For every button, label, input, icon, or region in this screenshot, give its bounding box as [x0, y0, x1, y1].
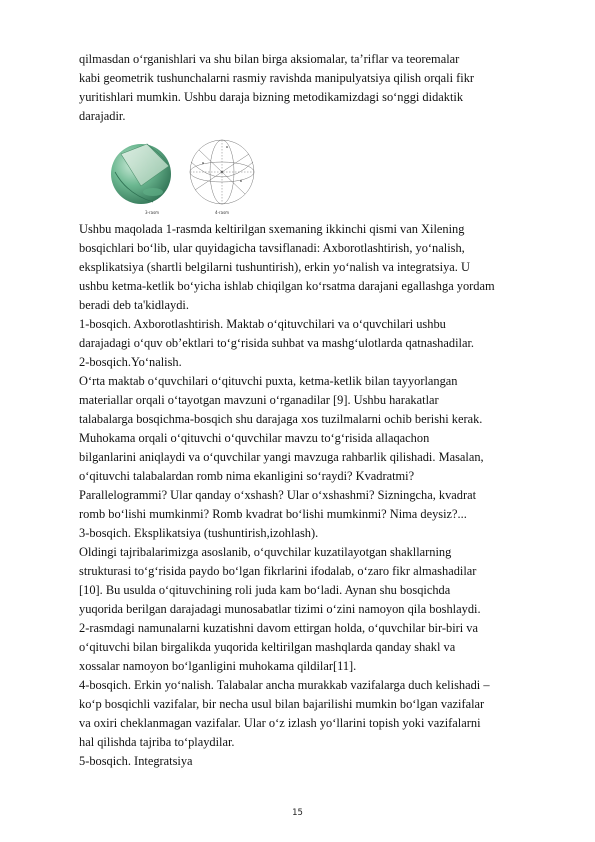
- text-line: ko‘p bosqichli vazifalar, bir necha usul bilan bajarilishi mumkin bo‘lgan vazifalar: [79, 697, 485, 711]
- text-line: o‘qituvchi talabalardan romb nima ekanligini so‘raydi? Kvadratmi?: [79, 469, 415, 483]
- text-line: yuqorida berilgan darajadagi munosabatlar tizimi o‘zini namoyon qila boshlaydi.: [79, 602, 481, 616]
- text-line: 5-bosqich. Integratsiya: [79, 754, 193, 768]
- green-sphere-image: [111, 144, 171, 204]
- text-line: bilganlarini aniqlaydi va o‘quvchilar yangi mavzuga rahbarlik qilishadi. Masalan,: [79, 450, 484, 464]
- text-line: yuritishlari mumkin. Ushbu daraja bizning metodikamizdagi so‘nggi didaktik: [79, 90, 464, 104]
- text-line: Ushbu maqolada 1-rasmda keltirilgan sxemaning ikkinchi qismi van Xilening: [79, 222, 465, 236]
- text-line: Parallelogrammi? Ular qanday o‘xshash? Ular o‘xshashmi? Sizningcha, kvadrat: [79, 488, 477, 502]
- text-line: [10]. Bu usulda o‘qituvchining roli juda kam bo‘ladi. Aynan shu bosqichda: [79, 583, 451, 597]
- text-line: 2-rasmdagi namunalarni kuzatishni davom ettirgan holda, o‘quvchilar bir-biri va: [79, 621, 479, 635]
- text-line: qilmasdan o‘rganishlari va shu bilan birga aksiomalar, ta’riflar va teoremalar: [79, 52, 460, 66]
- text-line: o‘qituvchi bilan birgalikda yuqorida keltirilgan mashqlarda qanday shakl va: [79, 640, 456, 654]
- sphere-figure: [107, 132, 267, 216]
- text-line: talabalarga bosqichma-bosqich shu darajaga xos tuzilmalarni ochib berishi kerak.: [79, 412, 483, 426]
- text-line: materiallar orqali o‘tayotgan mavzuni o‘rganadilar [9]. Ushbu harakatlar: [79, 393, 439, 407]
- text-line: ushbu ketma-ketlik bo‘yicha ishlab chiqilgan ko‘rsatma darajani egallashga yordam: [79, 279, 495, 293]
- text-line: darajadir.: [79, 109, 126, 123]
- text-line: strukturasi to‘g‘risida paydo bo‘lgan fikrlarini ifodalab, o‘zaro fikr almashadilar: [79, 564, 477, 578]
- text-line: Oldingi tajribalarimizga asoslanib, o‘quvchilar kuzatilayotgan shakllarning: [79, 545, 452, 559]
- text-line: darajadagi o‘quv ob’ektlari to‘g‘risida suhbat va mashg‘ulotlarda qatnashadilar.: [79, 336, 474, 350]
- text-line: 2-bosqich.Yo‘nalish.: [79, 355, 182, 369]
- text-line: kabi geometrik tushunchalarni rasmiy ravishda manipulyatsiya qilish orqali fikr: [79, 71, 475, 85]
- text-line: 1-bosqich. Axborotlashtirish. Maktab o‘qituvchilari va o‘quvchilari ushbu: [79, 317, 446, 331]
- text-line: O‘rta maktab o‘quvchilari o‘qituvchi puxta, ketma-ketlik bilan tayyorlangan: [79, 374, 458, 388]
- figure-caption-left: 3-rasm: [145, 210, 160, 215]
- text-line: hal qilishda tajriba to‘playdilar.: [79, 735, 235, 749]
- page-number: 15: [292, 808, 303, 818]
- text-line: va oxiri cheklanmagan vazifalar. Ular o‘z izlash yo‘llarini topish yoki vazifalarni: [79, 716, 481, 730]
- text-line: xossalar namoyon bo‘lganligini muhokama qildilar[11].: [79, 659, 357, 673]
- text-line: bosqichlari bo‘lib, ular quyidagicha tavsiflanadi: Axborotlashtirish, yo‘nalish,: [79, 241, 465, 255]
- figure-caption-right: 4-rasm: [215, 210, 230, 215]
- text-line: Muhokama orqali o‘qituvchi o‘quvchilar mavzu to‘g‘risida allaqachon: [79, 431, 430, 445]
- text-line: 4-bosqich. Erkin yo‘nalish. Talabalar ancha murakkab vazifalarga duch kelishadi –: [79, 678, 490, 692]
- text-line: romb bo‘lishi mumkinmi? Romb kvadrat bo‘lishi mumkinmi? Nima deysiz?...: [79, 507, 467, 521]
- text-line: 3-bosqich. Eksplikatsiya (tushuntirish,izohlash).: [79, 526, 319, 540]
- text-line: beradi deb ta'kidlaydi.: [79, 298, 189, 312]
- text-line: eksplikatsiya (shartli belgilarni tushuntirish), erkin yo‘nalish va integratsiya. U: [79, 260, 470, 274]
